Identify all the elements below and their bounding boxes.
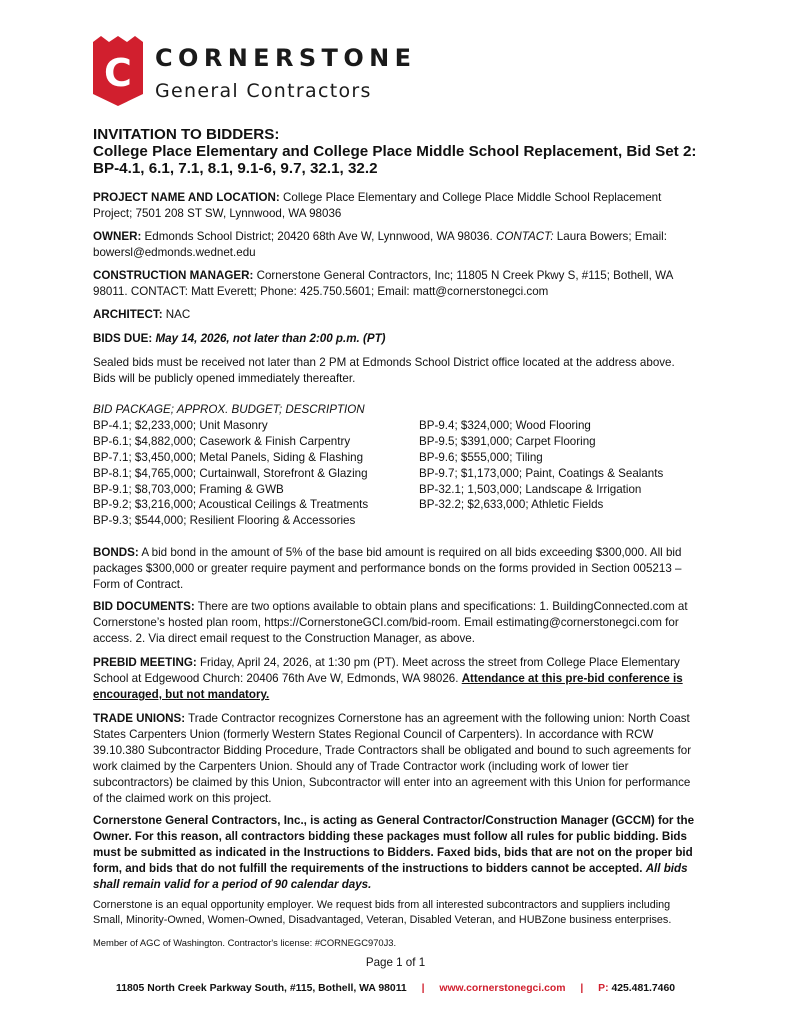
documents-section	[93, 599, 698, 647]
owner-contact-label: CONTACT:	[496, 230, 554, 243]
cm-text: Cornerstone General Contractors, Inc; 11805 N Creek Pkwy S, #115; Bothell, WA 98011. CONTACT: Matt Everett; Phone: 425.750.5601; Email: matt@cornerstonegci.com	[93, 269, 673, 298]
list-item: BP-9.5; $391,000; Carpet Flooring	[419, 434, 596, 448]
bonds-label: BONDS:	[93, 546, 139, 559]
footer-phone-label: P:	[598, 983, 609, 994]
svg-text:C: C	[104, 51, 132, 95]
cm-section	[93, 268, 698, 300]
project-heading: College Place Elementary and College Place Middle School Replacement, Bid Set 2:	[93, 143, 697, 160]
unions-section	[93, 711, 698, 806]
bonds-text: A bid bond in the amount of 5% of the base bid amount is required on all bids exceeding $300,000. All bid packages $300,000 or greater require payment and performance bonds on the forms provided in Section 005213 – Form of Contract.	[93, 546, 682, 591]
architect-text: NAC	[165, 308, 191, 321]
eeo-statement: Cornerstone is an equal opportunity employer. We request bids from all interested subcontractors and suppliers including Small, Minority-Owned, Women-Owned, Disadvantaged, Veteran, Disabled Veteran, and HUBZone business enterprises.	[93, 899, 672, 926]
invitation-heading: INVITATION TO BIDDERS:	[93, 126, 280, 143]
list-item: BP-32.2; $2,633,000; Athletic Fields	[419, 498, 604, 512]
footer-address: 11805 North Creek Parkway South, #115, Bothell, WA 98011	[116, 983, 407, 994]
packages-left-column	[93, 418, 368, 529]
bonds-section	[93, 545, 698, 593]
list-item: BP-9.1; $8,703,000; Framing & GWB	[93, 482, 284, 496]
list-item: BP-9.4; $324,000; Wood Flooring	[419, 419, 591, 432]
company-name: CORNERSTONE	[155, 44, 417, 72]
prebid-section	[93, 655, 698, 703]
list-item: BP-32.1; 1,503,000; Landscape & Irrigation	[419, 482, 642, 496]
owner-text: Edmonds School District; 20420 68th Ave W, Lynnwood, WA 98036.	[144, 230, 493, 243]
architect-label: ARCHITECT:	[93, 308, 163, 321]
project-label: PROJECT NAME AND LOCATION:	[93, 191, 280, 204]
gccm-validity: All bids shall remain valid for a period of 90 calendar days.	[93, 861, 688, 891]
packages-header: BID PACKAGE; APPROX. BUDGET; DESCRIPTION	[93, 403, 365, 416]
bids-due-section	[93, 331, 698, 347]
bids-due-text: May 14, 2026, not later than 2:00 p.m. (PT)	[155, 332, 386, 345]
cornerstone-shield-icon	[93, 36, 143, 106]
gccm-section	[93, 813, 698, 893]
packages-right-column	[419, 418, 663, 513]
list-item: BP-9.3; $544,000; Resilient Flooring & Accessories	[93, 514, 356, 528]
gccm-text: Cornerstone General Contractors, Inc., is acting as General Contractor/Construction Manager (GCCM) for the Owner. For this reason, all contractors bidding these packages must follow all rules for public bidding. Bids must be submitted as indicated in the Instructions to Bidders. Faxed bids, bids that are not on the proper bid form, and bids that do not fulfill the requirements of the instructions to bidders cannot be accepted.	[93, 814, 695, 875]
list-item: BP-9.2; $3,216,000; Acoustical Ceilings & Treatments	[93, 498, 369, 512]
list-item: BP-9.6; $555,000; Tiling	[419, 450, 543, 464]
project-text: College Place Elementary and College Place Middle School Replacement Project; 7501 208 ST SW, Lynnwood, WA 98036	[93, 191, 662, 220]
documents-label: BID DOCUMENTS:	[93, 600, 195, 613]
list-item: BP-6.1; $4,882,000; Casework & Finish Carpentry	[93, 434, 351, 448]
packages-heading: BP-4.1, 6.1, 7.1, 8.1, 9.1-6, 9.7, 32.1, 32.2	[93, 160, 378, 177]
company-subtitle: General Contractors	[155, 80, 372, 102]
page-footer	[0, 983, 791, 994]
documents-text: There are two options available to obtain plans and specifications: 1. BuildingConnected.com at Cornerstone’s hosted plan room, https://CornerstoneGCI.com/bid-room. Email estimating@cornerstonegci.com for access. 2. Via direct email request to the Construction Manager, as above.	[93, 600, 688, 645]
unions-label: TRADE UNIONS:	[93, 712, 186, 725]
prebid-label: PREBID MEETING:	[93, 656, 197, 669]
architect-section	[93, 307, 698, 323]
list-item: BP-8.1; $4,765,000; Curtainwall, Storefront & Glazing	[93, 466, 368, 480]
bids-due-label: BIDS DUE:	[93, 332, 153, 345]
prebid-text: Friday, April 24, 2026, at 1:30 pm (PT). Meet across the street from College Place Elementary School at Edgewood Church: 20406 76th Ave W, Edmonds, WA 98026.	[93, 656, 680, 685]
list-item: BP-9.7; $1,173,000; Paint, Coatings & Sealants	[419, 466, 664, 480]
prebid-emphasis: Attendance at this pre-bid conference is encouraged, but not mandatory.	[93, 671, 683, 701]
sealed-bids-text: Sealed bids must be received not later than 2 PM at Edmonds School District office located at the address above. Bids will be publicly opened immediately thereafter.	[93, 356, 675, 385]
footer-website[interactable]: www.cornerstonegci.com	[439, 983, 566, 994]
list-item: BP-4.1; $2,233,000; Unit Masonry	[93, 419, 268, 432]
company-logo	[93, 36, 417, 106]
footer-separator: |	[580, 983, 584, 994]
owner-contact: Laura Bowers; Email: bowersl@edmonds.wednet.edu	[93, 230, 667, 259]
project-section	[93, 190, 698, 222]
footer-separator: |	[421, 983, 425, 994]
cm-label: CONSTRUCTION MANAGER:	[93, 269, 254, 282]
list-item: BP-7.1; $3,450,000; Metal Panels, Siding & Flashing	[93, 450, 364, 464]
unions-text: Trade Contractor recognizes Cornerstone has an agreement with the following union: North Coast States Carpenters Union (formerly Western States Regional Council of Carpenters). In accordance with RCW 39.10.380 Subcontractor Bidding Procedure, Trade Contractors shall be obligated and bound to such agreements for work claimed by the Carpenters Union. Should any of Trade Contractor work (including work of lower tier subcontractors) be claimed by this Union, Subcontractor will enter into an agreement with this Union for performance of the claimed work on this project.	[93, 712, 692, 805]
member-note: Member of AGC of Washington. Contractor's license: #CORNEGC970J3.	[93, 937, 397, 948]
footer-phone: 425.481.7460	[611, 983, 675, 994]
page-number: Page 1 of 1	[365, 956, 426, 969]
owner-label: OWNER:	[93, 230, 142, 243]
owner-section	[93, 229, 698, 261]
